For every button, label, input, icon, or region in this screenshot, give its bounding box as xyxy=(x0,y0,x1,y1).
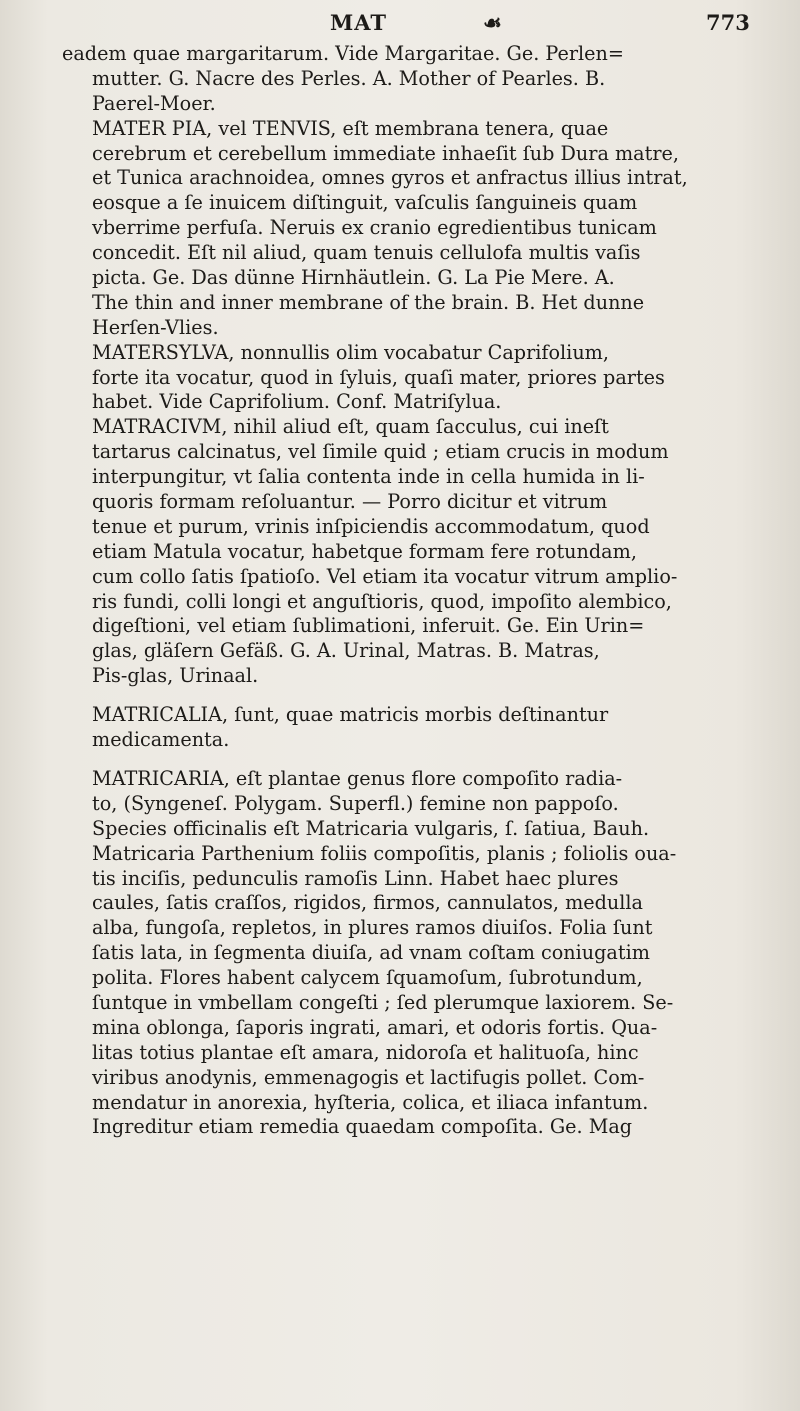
text-line: ris fundi, colli longi et anguſtioris, quod, impoſito alembico, xyxy=(92,589,672,613)
text-line: Species officinalis eſt Matricaria vulgaris, ſ. ſatiua, Bauh. xyxy=(92,816,650,840)
entry-mater-pia: MATER PIA, vel TENVIS, eſt membrana tenera, quae xyxy=(92,116,609,140)
text-line: litas totius plantae eſt amara, nidoroſa et halituoſa, hinc xyxy=(92,1040,639,1064)
text-line: eosque a ſe inuicem diſtinguit, vaſculis ſanguineis quam xyxy=(92,191,638,215)
text-line: Paerel-Moer. xyxy=(92,91,216,115)
text-line: forte ita vocatur, quod in ſyluis, quaſi mater, priores partes xyxy=(92,365,665,389)
text-line: eadem quae margaritarum. Vide Margaritae. Ge. Perlen= xyxy=(62,42,624,65)
running-head: MAT xyxy=(330,10,388,35)
text-line: tartarus calcinatus, vel ſimile quid ; etiam crucis in modum xyxy=(92,440,669,464)
text-line: mutter. G. Nacre des Perles. A. Mother of Pearles. B. xyxy=(92,66,606,90)
text-line: viribus anodynis, emmenagogis et lactifugis pollet. Com- xyxy=(92,1065,645,1089)
text-line: to, (Syngeneſ. Polygam. Superfl.) femine non pappoſo. xyxy=(92,791,619,815)
entry-matricaria: MATRICARIA, eſt plantae genus flore compoſito radia- xyxy=(92,766,623,790)
page-number: 773 xyxy=(706,10,750,35)
text-line: mina oblonga, ſaporis ingrati, amari, et odoris fortis. Qua- xyxy=(92,1015,658,1039)
text-line: glas, gläſern Gefäß. G. A. Urinal, Matras. B. Matras, xyxy=(92,639,600,663)
text-line: caules, ſatis craſſos, rigidos, firmos, cannulatos, medulla xyxy=(92,891,643,915)
text-line: Matricaria Parthenium foliis compoſitis, planis ; foliolis oua- xyxy=(92,841,677,865)
entry-matricalia: MATRICALIA, ſunt, quae matricis morbis deſtinantur xyxy=(92,703,609,727)
entry-matersylva: MATERSYLVA, nonnullis olim vocabatur Caprifolium, xyxy=(92,340,609,364)
text-line: alba, fungoſa, repletos, in plures ramos diuiſos. Folia ſunt xyxy=(92,916,653,940)
entry-matracium: MATRACIVM, nihil aliud eſt, quam ſacculus, cui ineſt xyxy=(92,415,609,439)
text-line: polita. Flores habent calycem ſquamoſum, ſubrotundum, xyxy=(92,966,643,990)
text-line: habet. Vide Caprifolium. Conf. Matriſylua. xyxy=(92,390,502,414)
text-line: Herſen-Vlies. xyxy=(92,315,219,339)
text-line: concedit. Eſt nil aliud, quam tenuis cellulofa multis vaſis xyxy=(92,241,641,265)
text-line: mendatur in anorexia, hyſteria, colica, et iliaca infantum. xyxy=(92,1090,649,1114)
text-line: ſuntque in vmbellam congeſti ; ſed plerumque laxiorem. Se- xyxy=(92,990,674,1014)
text-line: ſatis lata, in ſegmenta diuiſa, ad vnam coſtam coniugatim xyxy=(92,941,650,965)
text-line: medicamenta. xyxy=(92,728,230,752)
text-line: picta. Ge. Das dünne Hirnhäutlein. G. La Pie Mere. A. xyxy=(92,266,615,290)
text-line: Pis-glas, Urinaal. xyxy=(92,664,259,688)
text-line: interpungitur, vt ſalia contenta inde in cella humida in li- xyxy=(92,465,645,489)
text-line: Ingreditur etiam remedia quaedam compoſita. Ge. Mag xyxy=(92,1115,633,1139)
text-line: tis inciſis, pedunculis ramoſis Linn. Habet haec plures xyxy=(92,866,619,890)
text-line: cerebrum et cerebellum immediate inhaeſit ſub Dura matre, xyxy=(92,141,679,165)
text-line: The thin and inner membrane of the brain. B. Het dunne xyxy=(92,290,645,314)
text-line: vberrime perfuſa. Neruis ex cranio egredientibus tunicam xyxy=(92,216,657,240)
ornament-mark: ☙ xyxy=(483,10,502,35)
text-line: etiam Matula vocatur, habetque formam fere rotundam, xyxy=(92,539,637,563)
text-line: et Tunica arachnoidea, omnes gyros et anfractus illius intrat, xyxy=(92,166,688,190)
running-header xyxy=(0,6,800,40)
text-line: tenue et purum, vrinis inſpiciendis accommodatum, quod xyxy=(92,514,650,538)
text-line: quoris formam reſoluantur. — Porro dicitur et vitrum xyxy=(92,490,608,514)
dictionary-text xyxy=(62,42,762,1140)
text-line: cum collo ſatis ſpatioſo. Vel etiam ita vocatur vitrum amplio- xyxy=(92,564,678,588)
text-line: digeſtioni, vel etiam ſublimationi, inferuit. Ge. Ein Urin= xyxy=(92,614,645,638)
